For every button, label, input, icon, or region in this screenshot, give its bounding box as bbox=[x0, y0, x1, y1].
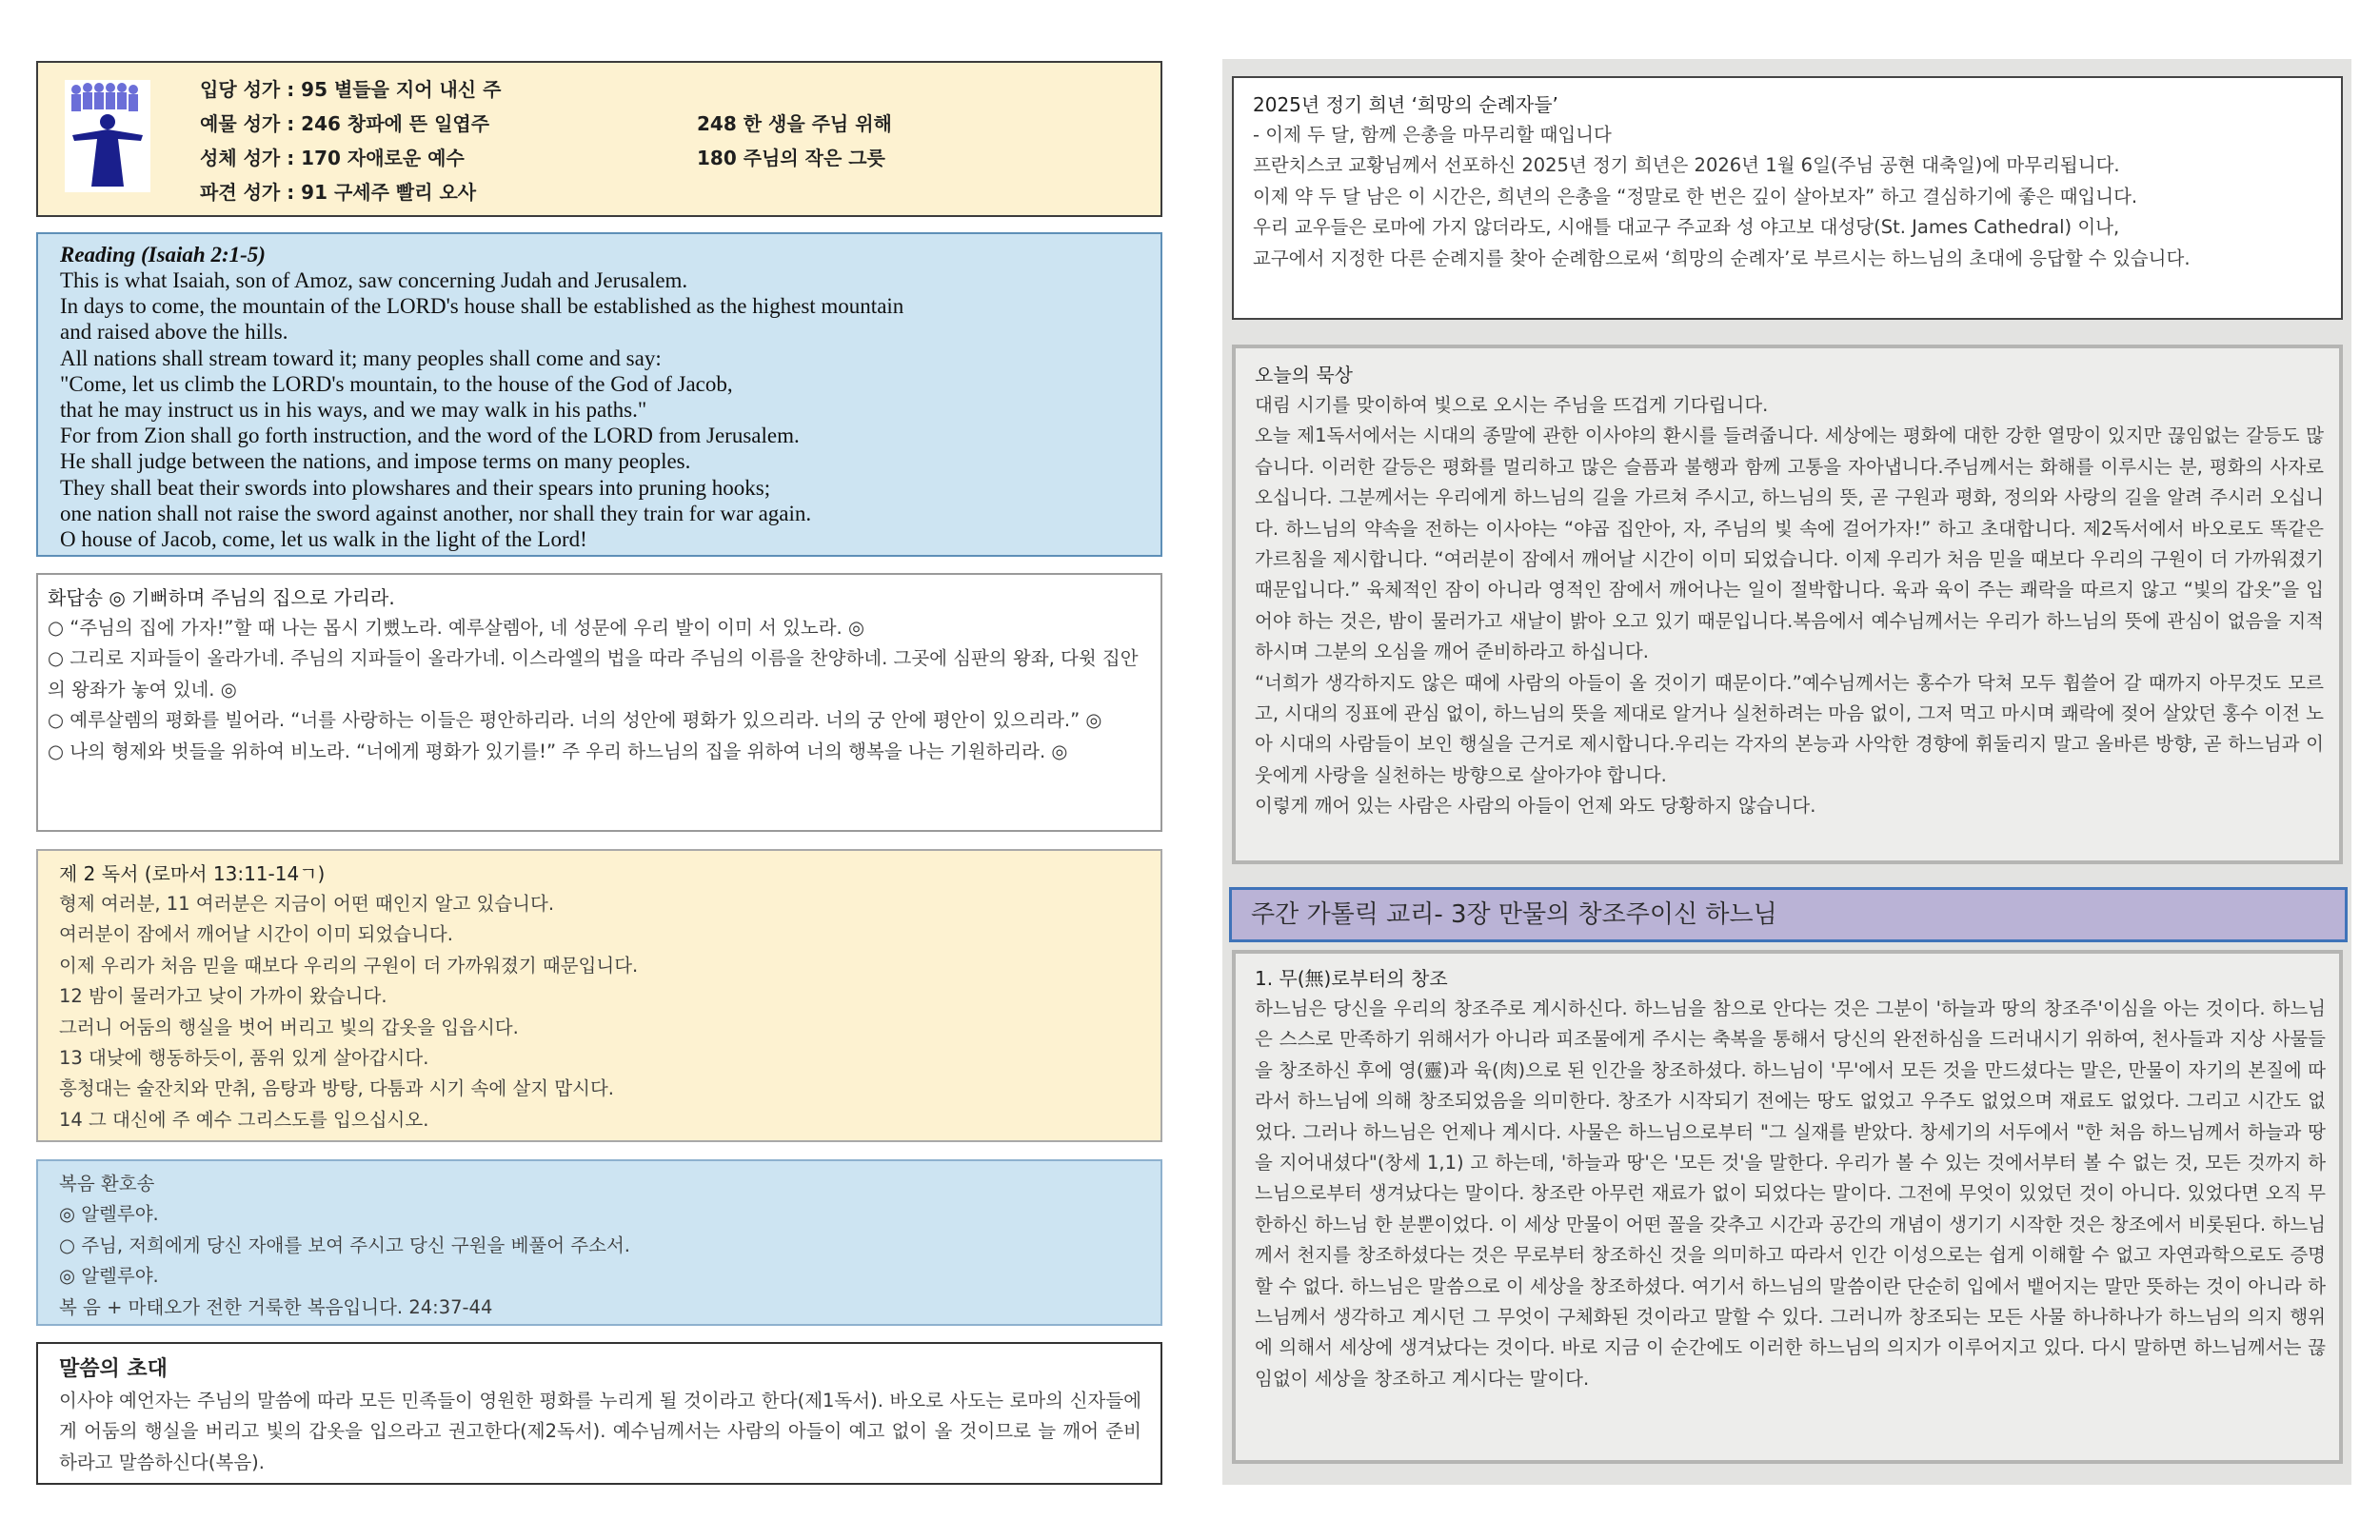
catechism-subtitle: 1. 무(無)로부터의 창조 bbox=[1255, 967, 1448, 990]
hymns-box bbox=[36, 61, 1162, 217]
second-reading-line: 14 그 대신에 주 예수 그리스도를 입으십시오. bbox=[59, 1108, 429, 1131]
gospel-acclamation-line: ○ 주님, 저희에게 당신 자애를 보여 주시고 당신 구원을 베풀어 주소서. bbox=[59, 1234, 630, 1256]
gospel-acclamation-line: ◎ 알렐루야. bbox=[59, 1203, 159, 1226]
gospel-acclamation-box bbox=[36, 1159, 1162, 1326]
psalm-verse: ○ “주님의 집에 가자!”할 때 나는 몹시 기뻤노라. 예루살렘아, 네 성문에 우리 발이 이미 서 있노라. ◎ bbox=[48, 617, 864, 639]
reading-line: one nation shall not raise the sword against another, nor shall they train for war again. bbox=[60, 501, 812, 525]
reading-line: They shall beat their swords into plowshares and their spears into pruning hooks; bbox=[60, 475, 771, 500]
meditation-paragraph: 이렇게 깨어 있는 사람은 사람의 아들이 언제 와도 당황하지 않습니다. bbox=[1255, 795, 1816, 818]
reading-line: "Come, let us climb the LORD's mountain, to the house of the God of Jacob, bbox=[60, 371, 733, 396]
second-reading-line: 12 밤이 물러가고 낮이 가까이 왔습니다. bbox=[59, 985, 387, 1008]
meditation-paragraph: “너희가 생각하지도 않은 때에 사람의 아들이 올 것이기 때문이다.”예수님께서는 홍수가 닥쳐 모두 휩쓸어 갈 때까지 아무것도 모르고, 시대의 징표에 관심 없이, 하느님의 뜻을 제대로 알거나 실천하려는 마음 없이, 그저 먹고 마시며 쾌락에 젖어 살았던 홍수 이전 노아 시대의 사람들이 보인 행실을 근거로 제시합니다.우리는 각자의 본능과 사악한 경향에 휘둘리지 말고 올바른 방향, 곧 하느님과 이웃에게 사랑을 실천하는 방향으로 살아가야 합니다. bbox=[1255, 671, 2324, 786]
second-reading-line: 여러분이 잠에서 깨어날 시간이 이미 되었습니다. bbox=[59, 923, 453, 946]
reading-title: Reading (Isaiah 2:1-5) bbox=[60, 243, 266, 267]
second-reading-box bbox=[36, 849, 1162, 1142]
gospel-acclamation-title: 복음 환호송 bbox=[59, 1173, 155, 1194]
meditation-paragraph: 오늘 제1독서에서는 시대의 종말에 관한 이사야의 환시를 들려줍니다. 세상에는 평화에 대한 강한 열망이 있지만 끊임없는 갈등도 많습니다. 이러한 갈등은 평화를 멀리하고 많은 슬픔과 불행과 함께 고통을 자아냅니다.주님께서는 화해를 이루시는 분, 평화의 사자로 오십니다. 그분께서는 우리에게 하느님의 길을 가르쳐 주시고, 하느님의 뜻, 곧 구원과 평화, 정의와 사랑의 길을 알려 주시러 오십니다. 하느님의 약속을 전하는 이사야는 “야곱 집안아, 자, 주님의 빛 속에 걸어가자!” 하고 초대합니다. 제2독서에서 바오로도 똑같은 가르침을 제시합니다. “여러분이 잠에서 깨어날 시간이 이미 되었습니다. 이제 우리가 처음 믿을 때보다 우리의 구원이 더 가까워졌기 때문입니다.” 육체적인 잠이 아니라 영적인 잠에서 깨어나는 일이 절박합니다. 육과 육이 주는 쾌락을 따르지 않고 “빛의 갑옷”을 입어야 하는 것은, 밤이 물러가고 새날이 밝아 오고 있기 때문입니다.복음에서 예수님께서는 우리가 하느님의 뜻에 관심이 없음을 지적하시며 그분의 오심을 깨어 준비하라고 하십니다. bbox=[1255, 424, 2324, 663]
word-invitation-box bbox=[36, 1342, 1162, 1485]
catechism-header bbox=[1229, 887, 2348, 942]
second-reading-line: 이제 우리가 처음 믿을 때보다 우리의 구원이 더 가까워졌기 때문입니다. bbox=[59, 954, 639, 977]
second-reading-line: 13 대낮에 행동하듯이, 품위 있게 살아갑시다. bbox=[59, 1047, 429, 1070]
psalm-verse: ○ 나의 형제와 벗들을 위하여 비노라. “너에게 평화가 있기를!” 주 우리 하느님의 집을 위하여 너의 행복을 나는 기원하리라. ◎ bbox=[48, 740, 1068, 762]
reading-line: For from Zion shall go forth instruction, and the word of the LORD from Jerusalem. bbox=[60, 424, 800, 448]
second-reading-line: 흥청대는 술잔치와 만취, 음탕과 방탕, 다툼과 시기 속에 살지 맙시다. bbox=[59, 1077, 614, 1100]
second-reading-line: 형제 여러분, 11 여러분은 지금이 어떤 때인지 알고 있습니다. bbox=[59, 893, 555, 915]
gospel-reference: 복 음 + 마태오가 전한 거룩한 복음입니다. 24:37-44 bbox=[59, 1295, 493, 1318]
meditation-box bbox=[1232, 345, 2343, 864]
reading-line: All nations shall stream toward it; many peoples shall come and say: bbox=[60, 346, 662, 370]
psalm-title: 화답송 ◎ 기뻐하며 주님의 집으로 가리라. bbox=[48, 586, 395, 609]
entrance-hymn: 입당 성가 : 95 별들을 지어 내신 주 bbox=[200, 78, 502, 101]
choir-icon bbox=[65, 80, 150, 192]
jubilee-line: 우리 교우들은 로마에 가지 않더라도, 시애틀 대교구 주교좌 성 야고보 대성당(St. James Cathedral) 이나, bbox=[1253, 216, 2120, 239]
jubilee-line: 교구에서 지정한 다른 순례지를 찾아 순례함으로써 ‘희망의 순례자’로 부르시는 하느님의 초대에 응답할 수 있습니다. bbox=[1253, 247, 2191, 269]
first-reading-box bbox=[36, 232, 1162, 557]
reading-line: In days to come, the mountain of the LORD's house shall be established as the highest mountain bbox=[60, 294, 904, 319]
reading-line: O house of Jacob, come, let us walk in the light of the Lord! bbox=[60, 527, 587, 552]
invitation-title: 말씀의 초대 bbox=[59, 1357, 168, 1381]
communion-hymn-alt: 180 주님의 작은 그릇 bbox=[697, 147, 885, 169]
catechism-box bbox=[1232, 950, 2343, 1464]
gospel-acclamation-line: ◎ 알렐루야. bbox=[59, 1265, 159, 1288]
offertory-hymn: 예물 성가 : 246 창파에 뜬 일엽주 bbox=[200, 112, 490, 135]
meditation-title: 오늘의 묵상 bbox=[1255, 364, 1353, 386]
communion-hymn: 성체 성가 : 170 자애로운 예수 bbox=[200, 147, 465, 169]
reading-line: and raised above the hills. bbox=[60, 320, 288, 345]
psalm-verse: ○ 예루살렘의 평화를 빌어라. “너를 사랑하는 이들은 평안하리라. 너의 성안에 평화가 있으리라. 너의 궁 안에 평안이 있으리라.” ◎ bbox=[48, 709, 1102, 732]
second-reading-title: 제 2 독서 (로마서 13:11-14ㄱ) bbox=[59, 862, 326, 885]
dismissal-hymn: 파견 성가 : 91 구세주 빨리 오사 bbox=[200, 181, 477, 204]
jubilee-line: 이제 약 두 달 남은 이 시간은, 희년의 은총을 “정말로 한 번은 깊이 살아보자” 하고 결심하기에 좋은 때입니다. bbox=[1253, 185, 2138, 207]
psalm-verse: ○ 그리로 지파들이 올라가네. 주님의 지파들이 올라가네. 이스라엘의 법을 따라 주님의 이름을 찬양하네. 그곳에 심판의 왕좌, 다윗 집안의 왕좌가 놓여 있네. ◎ bbox=[48, 647, 1139, 701]
jubilee-line: - 이제 두 달, 함께 은총을 마무리할 때입니다 bbox=[1253, 124, 1612, 146]
invitation-body: 이사야 예언자는 주님의 말씀에 따라 모든 민족들이 영원한 평화를 누리게 될 것이라고 한다(제1독서). 바오로 사도는 로마의 신자들에게 어둠의 행실을 버리고 빛의 갑옷을 입으라고 권고한다(제2독서). 예수님께서는 사람의 아들이 예고 없이 올 것이므로 늘 깨어 준비하라고 말씀하신다(복음). bbox=[59, 1390, 1141, 1473]
reading-line: He shall judge between the nations, and impose terms on many peoples. bbox=[60, 449, 691, 474]
jubilee-line: 프란치스코 교황님께서 선포하신 2025년 정기 희년은 2026년 1월 6일(주님 공현 대축일)에 마무리됩니다. bbox=[1253, 154, 2120, 177]
catechism-header-title: 주간 가톨릭 교리- 3장 만물의 창조주이신 하느님 bbox=[1251, 900, 1777, 929]
second-reading-line: 그러니 어둠의 행실을 벗어 버리고 빛의 갑옷을 입읍시다. bbox=[59, 1016, 519, 1038]
reading-line: This is what Isaiah, son of Amoz, saw concerning Judah and Jerusalem. bbox=[60, 268, 688, 292]
offertory-hymn-alt: 248 한 생을 주님 위해 bbox=[697, 112, 892, 135]
reading-line: that he may instruct us in his ways, and we may walk in his paths." bbox=[60, 398, 647, 423]
jubilee-notice-box bbox=[1232, 76, 2343, 320]
jubilee-title: 2025년 정기 희년 ‘희망의 순례자들’ bbox=[1253, 93, 1558, 116]
responsorial-psalm-box bbox=[36, 573, 1162, 832]
meditation-paragraph: 대림 시기를 맞이하여 빛으로 오시는 주님을 뜨겁게 기다립니다. bbox=[1255, 394, 1769, 416]
catechism-body: 하느님은 당신을 우리의 창조주로 계시하신다. 하느님을 참으로 안다는 것은 그분이 '하늘과 땅의 창조주'이심을 아는 것이다. 하느님은 스스로 만족하기 위해서가 아니라 피조물에게 주시는 축복을 통해서 당신의 완전하심을 드러내시기 위하여, 천사들과 지상 사물들을 창조하신 후에 영(靈)과 육(肉)으로 된 인간을 창조하셨다. 하느님이 '무'에서 모든 것을 만드셨다는 말은, 만물이 자기의 본질에 따라서 하느님에 의해 창조되었음을 의미한다. 창조가 시작되기 전에는 땅도 없었고 우주도 없었으며 재료도 없었다. 그리고 시간도 없었다. 그러나 하느님은 언제나 계시다. 사물은 하느님으로부터 "그 실재를 받았다. 창세기의 서두에서 "한 처음 하느님께서 하늘과 땅을 지어내셨다"(창세 1,1) 고 하는데, '하늘과 땅'은 '모든 것'을 말한다. 우리가 볼 수 있는 것에서부터 볼 수 없는 것, 모든 것까지 하느님으로부터 생겨났다는 말이다. 창조란 아무런 재료가 없이 되었다는 말이다. 그전에 무엇이 있었던 것이 아니다. 있었다면 오직 무한하신 하느님 한 분뿐이었다. 이 세상 만물이 어떤 꼴을 갖추고 시간과 공간의 개념이 생기기 시작한 것은 창조에서 비롯된다. 하느님께서 천지를 창조하셨다는 것은 무로부터 창조하신 것을 의미하고 따라서 인간 이성으로는 쉽게 이해할 수 없고 자연과학으로도 증명할 수 없다. 하느님은 말씀으로 이 세상을 창조하셨다. 여기서 하느님의 말씀이란 단순히 입에서 뱉어지는 말만 뜻하는 것이 아니라 하느님께서 생각하고 계시던 그 무엇이 구체화된 것이라고 말할 수 있다. 그러니까 창조되는 모든 사물 하나하나가 하느님의 의지 행위에 의해서 세상에 생겨났다는 것이다. 바로 지금 이 순간에도 이러한 하느님의 의지가 이루어지고 있다. 다시 말하면 하느님께서는 끊임없이 세상을 창조하고 계시다는 말이다. bbox=[1255, 997, 2327, 1390]
